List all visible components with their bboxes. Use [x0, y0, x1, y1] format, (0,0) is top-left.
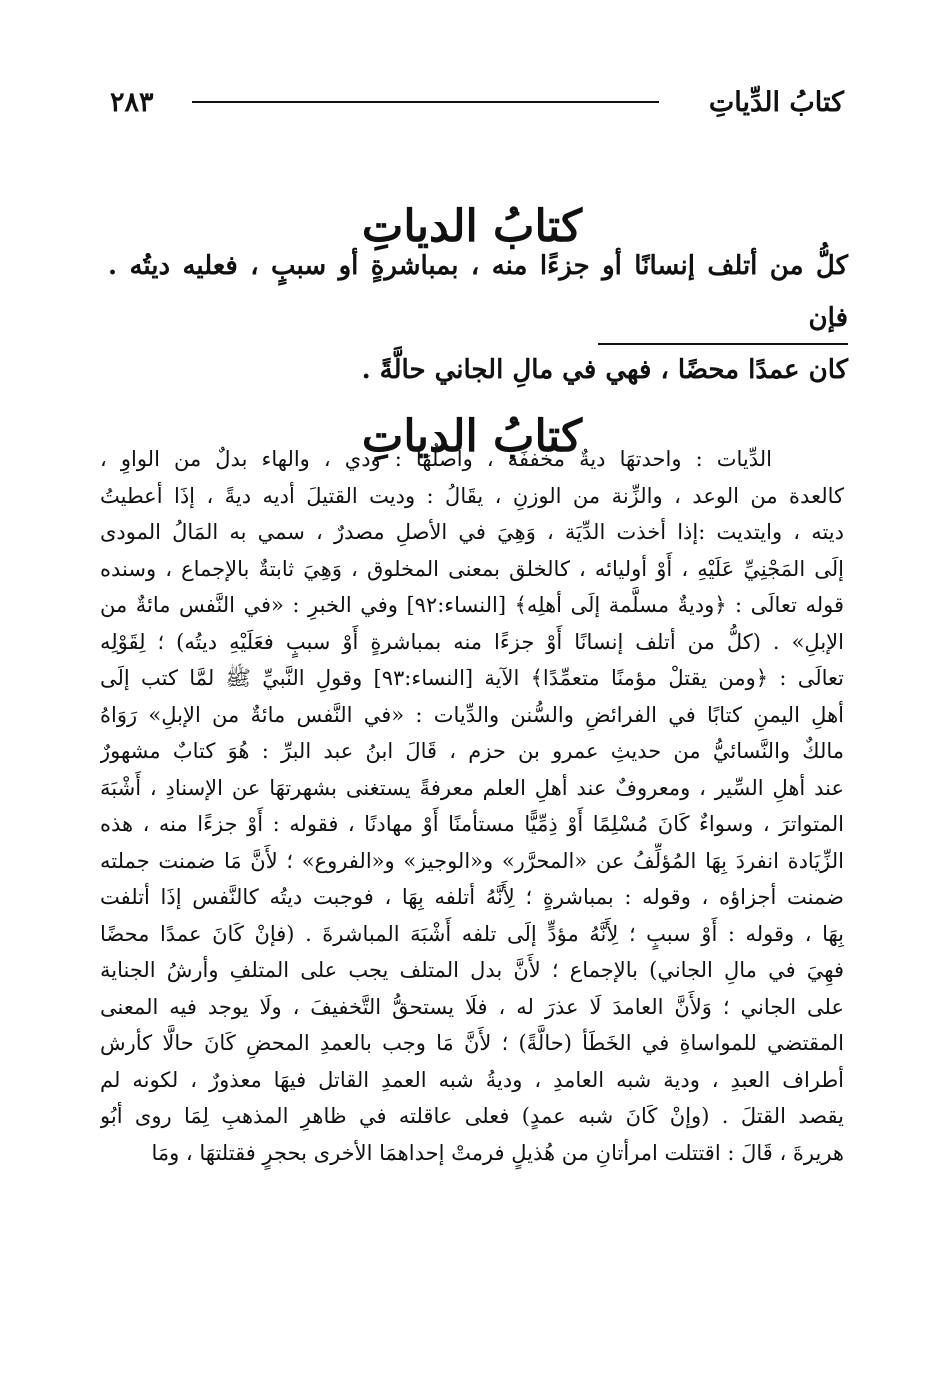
running-title: كتابُ الدِّياتِ [708, 86, 844, 118]
commentary-line: هريرةَ ، قَالَ : اقتتلت امرأتانِ من هُذيلٍ فرمتْ إحداهمَا الأخرى بحجرٍ فقتلتهَا ، ومَا [151, 1140, 844, 1165]
commentary-line: فهِيَ في مالِ الجاني) بالإجماع ؛ لأَنَّ بدل المتلف يجب على المتلفِ وأرشُ الجناية [100, 958, 844, 982]
commentary-line: أطراف العبدِ ، ودية شبه العامدِ ، وديةُ شبه العمدِ القاتل فيهَا معذورٌ ، لكونه لم [100, 1067, 844, 1092]
commentary-line: الزِّيَادة انفردَ بِهَا المُؤلِّفُ عن «المحرَّر» و«الوجيز» و«الفروع» ؛ لأَنَّ مَا ضمنت جملته [100, 848, 844, 873]
commentary-title: كتابُ الدياتِ [361, 410, 583, 462]
section-separator [598, 343, 848, 345]
commentary-line: أهلِ اليمنِ كتابًا في الفرائضِ والسُّنن والدِّيات : «في النَّفس مائةٌ من الإبلِ» رَوَاهُ [100, 702, 844, 727]
commentary-line: الإبلِ» . (كلُّ من أتلف إنسانًا أَوْ جزءًا منه بمباشرةٍ أَوْ سببٍ فعَلَيْهِ ديتُه) ؛ لِقَوْلِه [100, 629, 844, 654]
chapter-title: كتابُ الدياتِ [361, 201, 583, 253]
running-header [110, 80, 844, 124]
commentary-line: بِهَا ، وقوله : أَوْ سببٍ ؛ لِأَنَّهُ مؤدٍّ إلَى تلفه أَشْبَهَ المباشرةَ . (فإنْ كَانَ عمدًا محضًا [100, 921, 844, 946]
header-rule [192, 101, 659, 103]
commentary-line: المتواترَ ، وسواءٌ كَانَ مُسْلِمًا أَوْ ذِمِّيًّا مستأمنًا أَوْ مهادنًا ، فقوله : أَوْ جزءًا منه ، هذه [100, 812, 844, 836]
commentary-line: على الجاني ؛ وَلأَنَّ العامدَ لَا عذرَ له ، فلَا يستحقُّ التَّخفيفَ ، ولَا يوجد فيه المعنى [100, 994, 844, 1019]
page-number: ٢٨٣ [110, 86, 154, 118]
commentary-line: مالكٌ والنَّسائيُّ من حديثِ عمرو بن حزم ، قَالَ ابنُ عبد البرِّ : هُوَ كتابٌ مشهورٌ [100, 739, 844, 763]
commentary-line: قوله تعالَى : ﴿وديةٌ مسلَّمة إلَى أهلِه﴾ [النساء:٩٢] وفي الخبرِ : «في النَّفس مائةٌ من [100, 593, 844, 617]
commentary-line: كالعدة من الوعد ، والزِّنة من الوزنِ ، يقَالُ : وديت القتيلَ أديه ديةً ، إذَا أعطيتُ [100, 483, 844, 508]
matn-line: كان عمدًا محضًا ، فهي في مالِ الجاني حالَّةً . [361, 355, 848, 385]
commentary-line: يقصد القتلَ . (وإنْ كَانَ شبه عمدٍ) فعلى عاقلته في ظاهرِ المذهبِ لِمَا روى أبُو [100, 1104, 844, 1128]
matn-text [108, 240, 848, 396]
commentary-line: ضمنت أجزاؤه ، وقوله : بمباشرةٍ ؛ لِأَنَّهُ أتلفه بِهَا ، فوجبت ديتُه كالنَّفس إذَا أتلفت [100, 885, 844, 909]
commentary-line: عند أهلِ السِّير ، ومعروفٌ عند أهلِ العلم معرفةً يستغنى بشهرتهَا عن الإسنادِ ، أَشْبَهَ [100, 775, 844, 800]
commentary-line: إلَى المَجْنِيِّ عَلَيْهِ ، أَوْ أوليائه ، كالخلق بمعنى المخلوق ، وَهِيَ ثابتةٌ بالإجماع ، وسنده [100, 556, 844, 581]
commentary-line: ديته ، وايتديت :إذا أخذت الدِّيَة ، وَهِيَ في الأصلِ مصدرٌ ، سمي به المَالُ المودى [100, 520, 844, 544]
commentary-line: تعالَى : ﴿ومن يقتلْ مؤمنًا متعمِّدًا﴾ الآية [النساء:٩٣] وقولِ النَّبيِّ ﷺ لمَّا كتب إلَى [100, 666, 844, 690]
commentary-line: الدِّيات : واحدتهَا ديةٌ مخففَة ، وأصلُهَا : ودي ، والهاء بدلٌ من الواوِ ، [100, 447, 772, 471]
commentary-line: المقتضي للمواساةِ في الخَطَأ (حالَّةً) ؛ لأَنَّ مَا وجب بالعمدِ المحضِ كَانَ حالًّا كأرش [100, 1031, 844, 1055]
commentary-text [100, 441, 844, 1171]
matn-line: كلُّ من أتلف إنسانًا أو جزءًا منه ، بمباشرةٍ أو سببٍ ، فعليه ديتُه . فإن [108, 251, 848, 333]
